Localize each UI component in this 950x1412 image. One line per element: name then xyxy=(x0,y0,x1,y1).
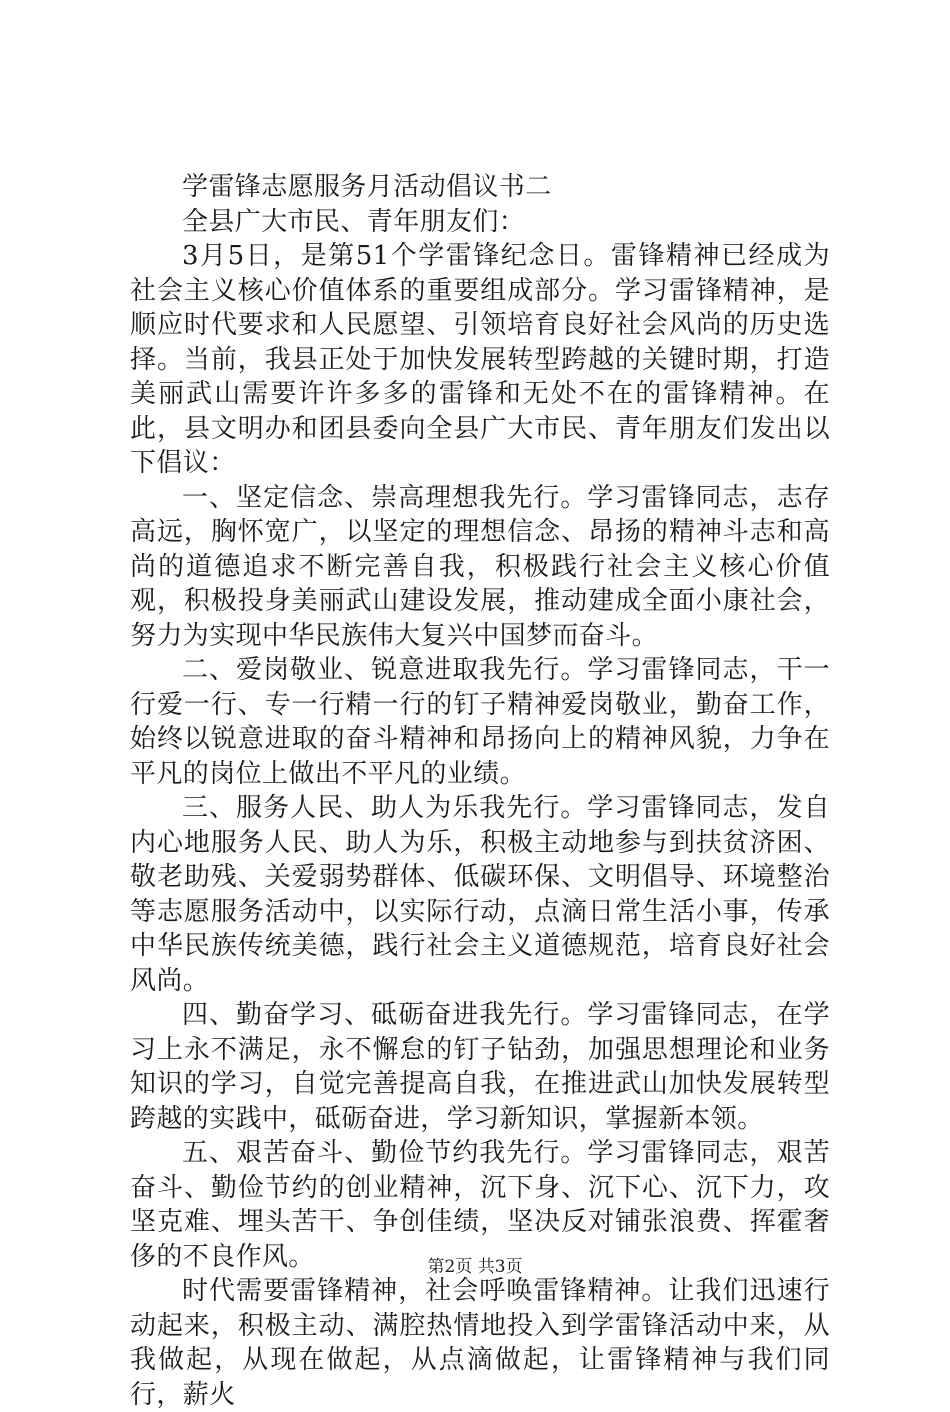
paragraph-point-5: 五、艰苦奋斗、勤俭节约我先行。学习雷锋同志，艰苦奋斗、勤俭节约的创业精神，沉下身、沉下心、沉下力，攻坚克难、埋头苦干、争创佳绩，坚决反对铺张浪费、挥霍奢侈的不良作风。 xyxy=(130,1138,830,1272)
paragraph-point-3: 三、服务人民、助人为乐我先行。学习雷锋同志，发自内心地服务人民、助人为乐，积极主动地参与到扶贫济困、敬老助残、关爱弱势群体、低碳环保、文明倡导、环境整治等志愿服务活动中，以实际行动，点滴日常生活小事，传承中华民族传统美德，践行社会主义道德规范，培育良好社会风尚。 xyxy=(130,793,830,996)
document-title: 学雷锋志愿服务月活动倡议书二 xyxy=(182,172,552,202)
paragraph-point-1: 一、坚定信念、崇高理想我先行。学习雷锋同志，志存高远，胸怀宽广，以坚定的理想信念、昂扬的精神斗志和高尚的道德追求不断完善自我，积极践行社会主义核心价值观，积极投身美丽武山建设发展，推动建成全面小康社会，努力为实现中华民族伟大复兴中国梦而奋斗。 xyxy=(130,482,830,651)
paragraph-point-2: 二、爱岗敬业、锐意进取我先行。学习雷锋同志，干一行爱一行、专一行精一行的钉子精神爱岗敬业，勤奋工作，始终以锐意进取的奋斗精神和昂扬向上的精神风貌，力争在平凡的岗位上做出不平凡的业绩。 xyxy=(130,655,830,789)
paragraph-point-4: 四、勤奋学习、砥砺奋进我先行。学习雷锋同志，在学习上永不满足，永不懈怠的钉子钻劲，加强思想理论和业务知识的学习，自觉完善提高自我，在推进武山加快发展转型跨越的实践中，砥砺奋进，学习新知识，掌握新本领。 xyxy=(130,1000,830,1134)
paragraph-intro: 3月5日，是第51个学雷锋纪念日。雷锋精神已经成为社会主义核心价值体系的重要组成部分。学习雷锋精神，是顺应时代要求和人民愿望、引领培育良好社会风尚的历史选择。当前，我县正处于加快发展转型跨越的关键时期，打造美丽武山需要许许多多的雷锋和无处不在的雷锋精神。在此，县文明办和团县委向全县广大市民、青年朋友们发出以下倡议： xyxy=(130,241,830,478)
document-body xyxy=(130,170,830,1412)
paragraph-closing: 时代需要雷锋精神，社会呼唤雷锋精神。让我们迅速行动起来，积极主动、满腔热情地投入到学雷锋活动中来，从我做起，从现在做起，从点滴做起，让雷锋精神与我们同行，薪火 xyxy=(130,1276,830,1410)
salutation: 全县广大市民、青年朋友们： xyxy=(182,206,526,237)
page-number-footer: 第2页 共3页 xyxy=(427,1257,523,1277)
